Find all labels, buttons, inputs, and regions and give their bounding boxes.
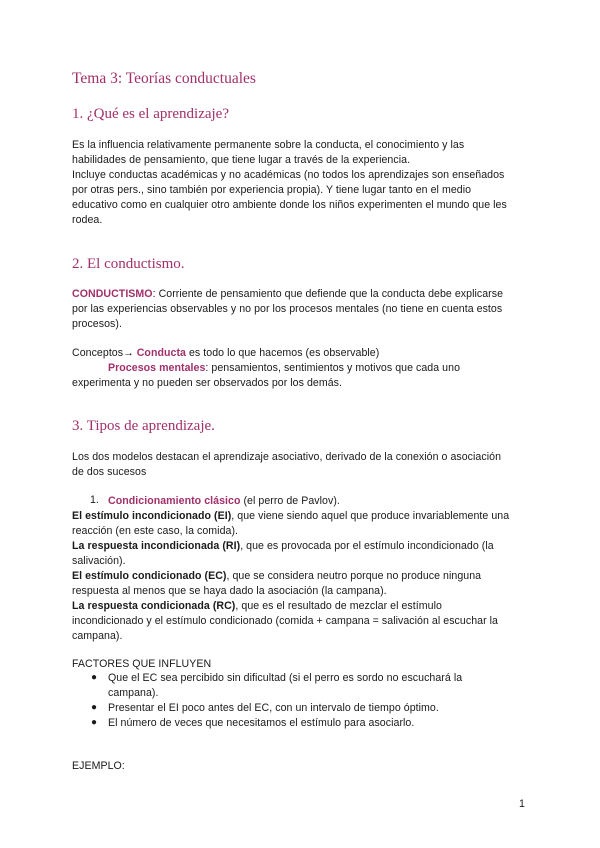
rc-line: campana). [72,630,123,642]
section-1-line: habilidades de pensamiento, que tiene lugar a través de la experiencia. [72,154,411,166]
ei-line: reacción (en este caso, la comida). [72,525,239,537]
list-number: 1. [90,494,99,506]
page-number: 1 [519,798,525,810]
procesos-line: experimenta y no pueden ser observados por los demás. [72,377,343,389]
section-3-intro: de dos sucesos [72,466,147,478]
bullet-item-continued: campana). [108,687,159,699]
section-3-intro: Los dos modelos destacan el aprendizaje asociativo, derivado de la conexión o asociación [72,451,502,463]
procesos-line: Procesos mentales: pensamientos, sentimientos y motivos que cada uno [108,362,461,374]
list-item: Condicionamiento clásico (el perro de Pavlov). [108,495,340,507]
bullet-icon: ● [91,717,98,728]
conductismo-term: CONDUCTISMO [72,288,153,300]
conducta-term: Conducta [136,347,186,359]
ec-line: respuesta al menos que se haya dado la asociación (la campana). [72,585,387,597]
rc-line: La respuesta condicionada (RC), que es el resultado de mezclar el estímulo [72,600,442,612]
section-1-line: educativo como en cualquier otro ambiente donde los niños experimenten el mundo que les [72,199,507,211]
bullet-icon: ● [91,702,98,713]
conceptos-line: Conceptos→ Conducta es todo lo que hacemos (es observable) [72,347,380,359]
section-2-heading: 2. El conductismo. [72,256,185,272]
ec-line: El estímulo condicionado (EC), que se considera neutro porque no produce ninguna [72,570,482,582]
section-1-line: Es la influencia relativamente permanente sobre la conducta, el conocimiento y las [72,139,465,151]
bullet-item: Que el EC sea percibido sin dificultad (si el perro es sordo no escuchará la [108,672,463,684]
factores-heading: FACTORES QUE INFLUYEN [72,658,212,670]
rc-line: incondicionado y el estímulo condicionado (comida + campana = salivación al escuchar la [72,615,498,627]
bullet-item: Presentar el EI poco antes del EC, con un intervalo de tiempo óptimo. [108,702,439,714]
section-1-heading: 1. ¿Qué es el aprendizaje? [72,106,229,122]
conductismo-definition: CONDUCTISMO: Corriente de pensamiento que defiende que la conducta debe explicarse [72,288,504,300]
section-3-heading: 3. Tipos de aprendizaje. [72,418,215,434]
ei-line: El estímulo incondicionado (EI), que viene siendo aquel que produce invariablemente una [72,510,510,522]
condicionamiento-term: Condicionamiento clásico [108,495,241,507]
section-1-line: Incluye conductas académicas y no académicas (no todos los aprendizajes son enseñados [72,169,505,181]
ri-line: La respuesta incondicionada (RI), que es provocada por el estímulo incondicionado (la [72,540,494,552]
procesos-term: Procesos mentales [108,362,206,374]
bullet-icon: ● [91,672,98,683]
ejemplo-label: EJEMPLO: [72,760,125,772]
conductismo-line: procesos). [72,318,122,330]
section-1-line: rodea. [72,214,103,226]
document-title: Tema 3: Teorías conductuales [72,70,256,87]
conductismo-line: por las experiencias observables y no por los procesos mentales (no tiene en cuenta estos [72,303,503,315]
section-1-line: por otras pers., sino también por experiencia propia). Y tiene lugar tanto en el medio [72,184,472,196]
bullet-item: El número de veces que necesitamos el estímulo para asociarlo. [108,717,415,729]
ri-line: salivación). [72,555,126,567]
